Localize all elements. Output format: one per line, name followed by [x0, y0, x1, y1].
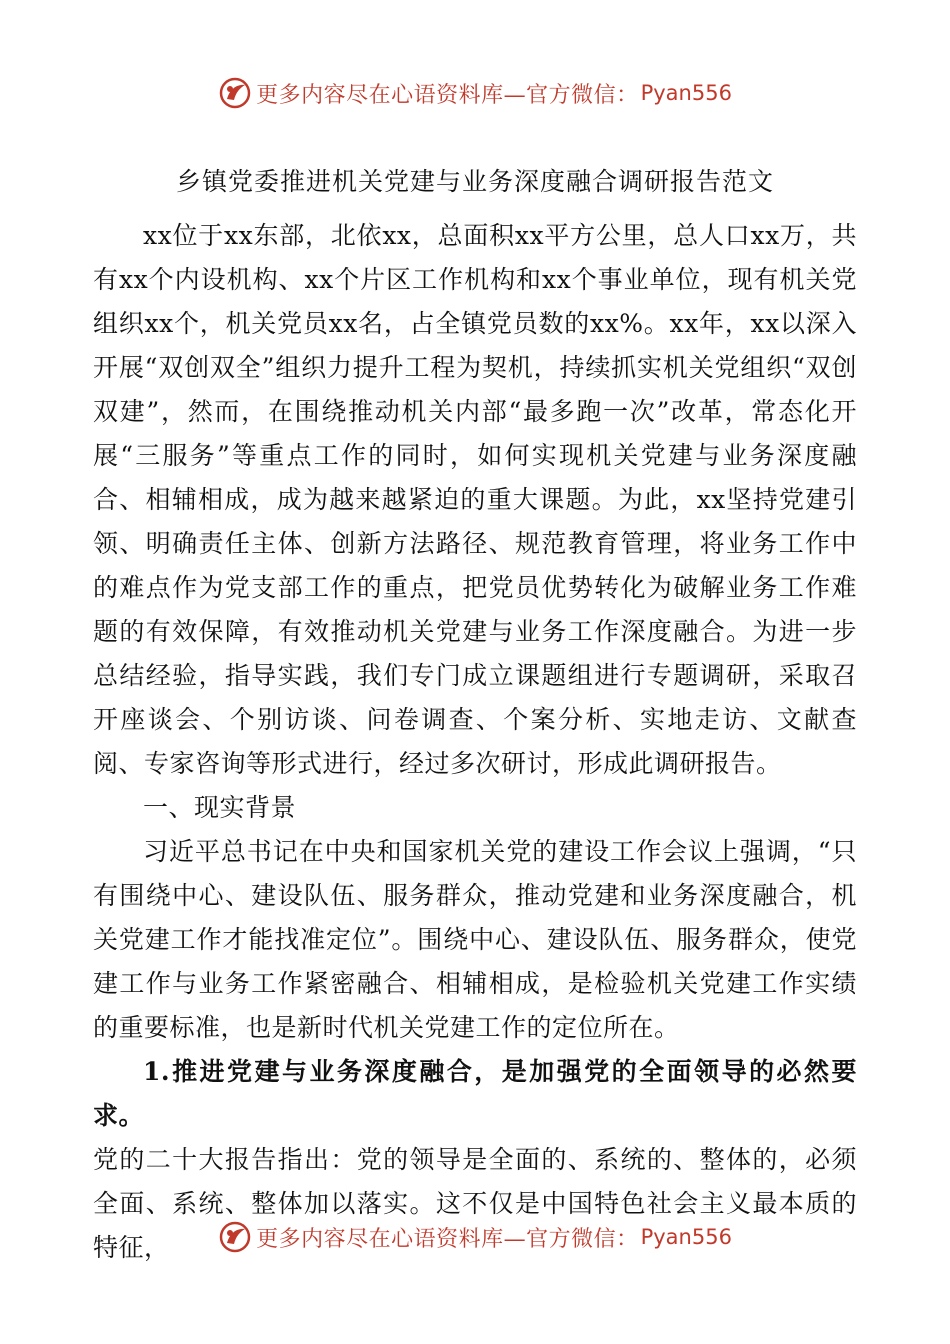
brand-logo-icon	[218, 76, 252, 110]
brand-logo-icon	[218, 1220, 252, 1254]
document-title: 乡镇党委推进机关党建与业务深度融合调研报告范文	[175, 167, 774, 196]
header-banner	[0, 68, 950, 118]
document-body	[93, 150, 857, 1270]
banner-text: 更多内容尽在心语资料库—官方微信：	[256, 1226, 639, 1252]
paragraph-followup: 党的二十大报告指出：党的领导是全面的、系统的、整体的，必须全面、系统、整体加以落实。这不仅是中国特色社会主义最本质的特征，	[93, 1145, 857, 1262]
paragraph-background: 习近平总书记在中央和国家机关党的建设工作会议上强调，“只有围绕中心、建设队伍、服务群众，推动党建和业务深度融合，机关党建工作才能找准定位”。围绕中心、建设队伍、服务群众，使党建工作与业务工作紧密融合、相辅相成，是检验机关党建工作实绩的重要标准，也是新时代机关党建工作的定位所在。	[93, 837, 857, 1042]
banner-wechat-id: Pyan556	[640, 1225, 732, 1249]
banner-text: 更多内容尽在心语资料库—官方微信：	[256, 82, 639, 108]
banner-wechat-id: Pyan556	[640, 81, 732, 105]
footer-banner	[0, 1212, 950, 1262]
section-heading: 一、现实背景	[143, 793, 297, 822]
paragraph-intro: xx位于xx东部，北依xx，总面积xx平方公里，总人口xx万，共有xx个内设机构、xx个片区工作机构和xx个事业单位，现有机关党组织xx个，机关党员xx名，占全镇党员数的xx%。xx年，xx以深入开展“双创双全”组织力提升工程为契机，持续抓实机关党组织“双创双建”，然而，在围绕推动机关内部“最多跑一次”改革，常态化开展“三服务”等重点工作的同时，如何实现机关党建与业务深度融合、相辅相成，成为越来越紧迫的重大课题。为此，xx坚持党建引领、明确责任主体、创新方法路径、规范教育管理，将业务工作中的难点作为党支部工作的重点，把党员优势转化为破解业务工作难题的有效保障，有效推动机关党建与业务工作深度融合。为进一步总结经验，指导实践，我们专门成立课题组进行专题调研，采取召开座谈会、个别访谈、问卷调查、个案分析、实地走访、文献查阅、专家咨询等形式进行，经过多次研讨，形成此调研报告。	[93, 221, 857, 778]
subsection-heading: 1.推进党建与业务深度融合，是加强党的全面领导的必然要求。	[93, 1057, 857, 1130]
